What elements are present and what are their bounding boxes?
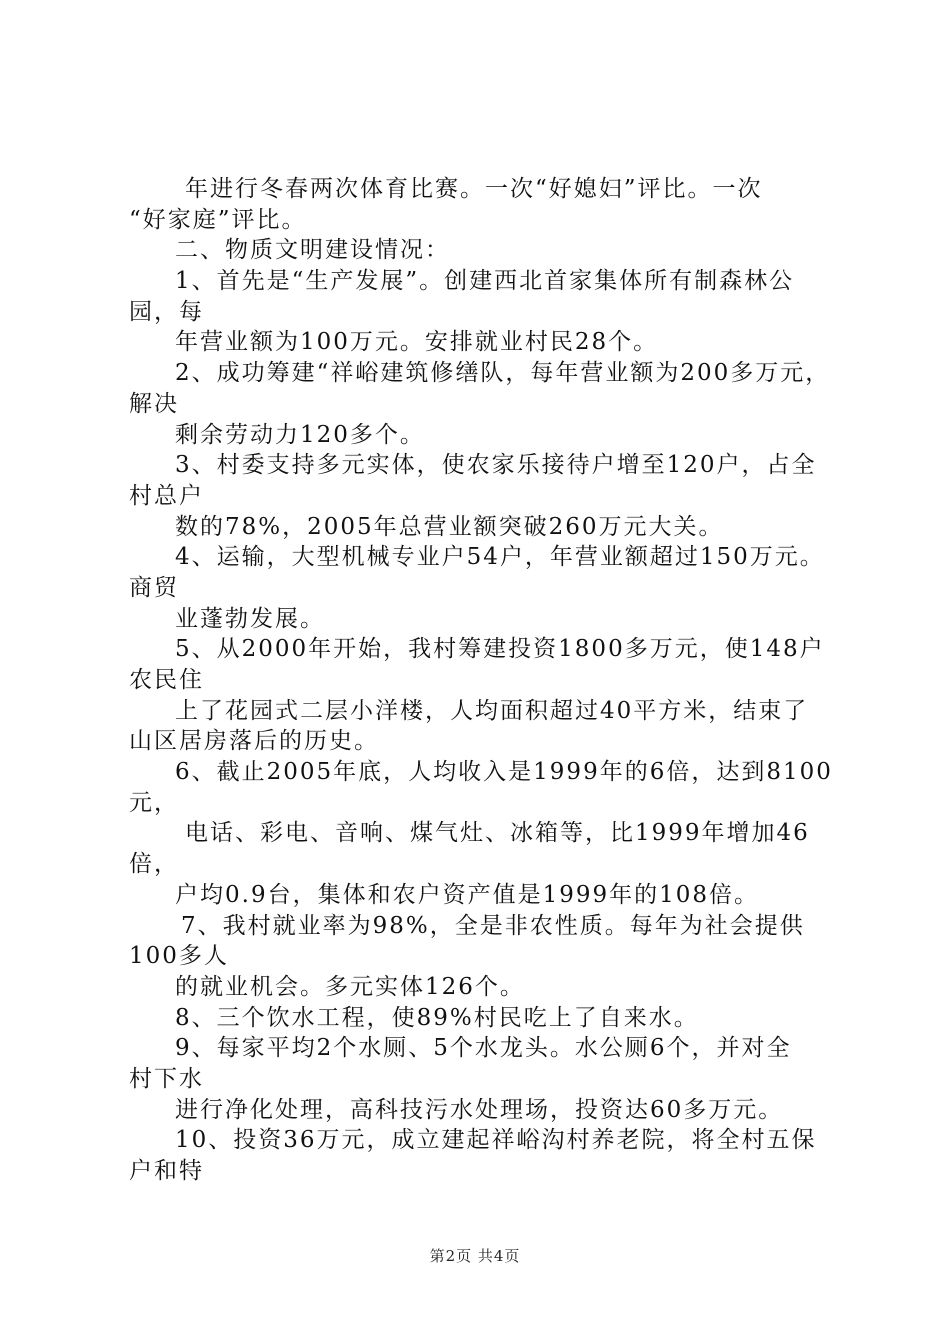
text-line: 村总户 <box>129 482 204 509</box>
text-line: 二、物质文明建设情况： <box>175 237 450 264</box>
text-line: 解决 <box>129 390 179 417</box>
text-line: 的就业机会。多元实体126个。 <box>175 973 525 1000</box>
document-body <box>129 174 849 1187</box>
text-line: “好家庭”评比。 <box>129 206 307 233</box>
text-line: 农民住 <box>129 667 204 693</box>
text-line: 进行净化处理，高科技污水处理场，投资达60多万元。 <box>175 1096 784 1123</box>
text-line: 倍， <box>129 851 179 878</box>
text-line: 剩余劳动力120多个。 <box>175 421 425 448</box>
text-line: 3、村委支持多元实体，使农家乐接待户增至120户，占全 <box>175 452 817 479</box>
text-line: 园，每 <box>129 298 204 325</box>
text-line: 元， <box>129 789 179 816</box>
text-line: 4、运输，大型机械专业户54户，年营业额超过150万元。 <box>175 544 825 571</box>
page-number-footer: 第2页 共4页 <box>429 1247 521 1265</box>
text-line: 年营业额为100万元。安排就业村民28个。 <box>175 329 659 356</box>
text-line: 电话、彩电、音响、煤气灶、冰箱等，比1999年增加46 <box>185 820 810 847</box>
text-line: 100多人 <box>129 943 229 970</box>
text-line: 年进行冬春两次体育比赛。一次“好媳妇”评比。一次 <box>185 176 763 202</box>
text-line: 5、从2000年开始，我村筹建投资1800多万元，使148户 <box>175 636 825 663</box>
text-line: 7、我村就业率为98%，全是非农性质。每年为社会提供 <box>181 912 805 939</box>
text-line: 9、每家平均2个水厕、5个水龙头。水公厕6个，并对全 <box>175 1035 792 1062</box>
text-line: 1、首先是“生产发展”。创建西北首家集体所有制森林公 <box>175 268 795 295</box>
text-line: 商贸 <box>129 574 179 601</box>
text-line: 2、成功筹建“祥峪建筑修缮队，每年营业额为200多万元， <box>175 360 831 387</box>
text-line: 户和特 <box>129 1158 204 1184</box>
text-line: 户均0.9台，集体和农户资产值是1999年的108倍。 <box>175 881 760 908</box>
text-line: 村下水 <box>129 1065 204 1092</box>
text-line: 业蓬勃发展。 <box>175 605 325 632</box>
text-line: 6、截止2005年底，人均收入是1999年的6倍，达到8100 <box>175 759 833 786</box>
text-line: 10、投资36万元，成立建起祥峪沟村养老院，将全村五保 <box>175 1127 817 1154</box>
text-line: 山区居房落后的历史。 <box>129 728 379 755</box>
text-line: 上了花园式二层小洋楼，人均面积超过40平方米，结束了 <box>175 697 809 724</box>
text-line: 8、三个饮水工程，使89%村民吃上了自来水。 <box>175 1004 699 1031</box>
text-line: 数的78%，2005年总营业额突破260万元大关。 <box>175 513 724 540</box>
